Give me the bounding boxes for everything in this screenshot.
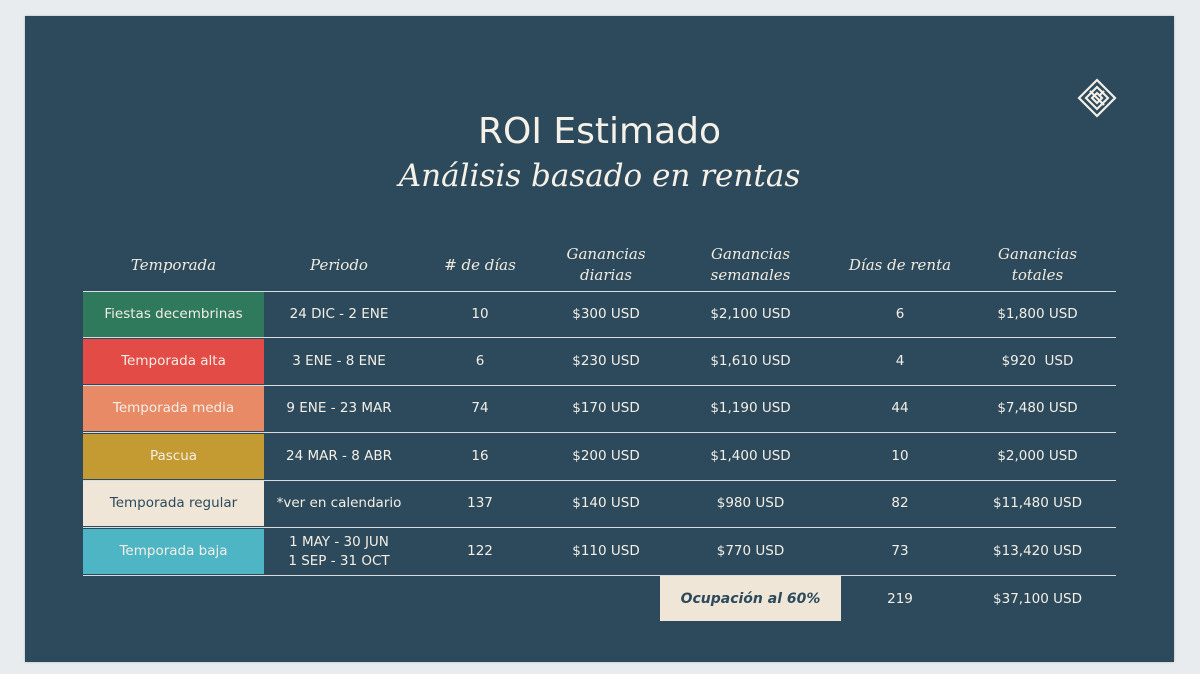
table-rule [83, 337, 1116, 338]
header-temporada: Temporada [130, 255, 217, 274]
period-line: 1 SEP - 31 OCT [288, 552, 390, 569]
period-cell: 24 DIC - 2 ENE [289, 306, 389, 322]
header-dias-renta: Días de renta [848, 255, 952, 274]
daily-cell: $300 USD [572, 306, 640, 322]
weekly-cell: $1,610 USD [710, 353, 791, 369]
header-ganancias-diarias: Ganancias diarias [566, 245, 646, 284]
days-cell: 16 [471, 448, 489, 464]
header-periodo: Periodo [310, 255, 368, 274]
weekly-cell: $770 USD [716, 543, 785, 559]
rent-days-cell: 6 [895, 306, 905, 322]
rent-days-cell: 4 [895, 353, 905, 369]
rent-days-cell: 73 [891, 543, 909, 559]
rent-days-cell: 44 [891, 400, 909, 416]
season-cell: Temporada media [83, 386, 264, 431]
table-row [83, 386, 1116, 431]
days-cell: 6 [475, 353, 485, 369]
daily-cell: $230 USD [572, 353, 640, 369]
total-cell: $1,800 USD [997, 306, 1078, 322]
table-row [83, 481, 1116, 526]
total-cell: $920 USD [1001, 353, 1074, 369]
season-cell: Pascua [83, 434, 264, 479]
period-cell: 3 ENE - 8 ENE [292, 353, 386, 369]
header-ganancias-semanales: Ganancias semanales [710, 245, 791, 284]
total-rent-days: 219 [887, 590, 913, 607]
rent-days-cell: 82 [891, 495, 909, 511]
days-cell: 122 [467, 543, 493, 559]
daily-cell: $170 USD [572, 400, 640, 416]
daily-cell: $110 USD [572, 543, 640, 559]
season-cell: Temporada baja [83, 529, 264, 574]
season-cell: Temporada regular [83, 481, 264, 526]
header-ganancias-totales: Ganancias totales [997, 245, 1078, 284]
period-cell: *ver en calendario [276, 495, 402, 511]
table-row [83, 339, 1116, 384]
total-cell: $2,000 USD [997, 448, 1078, 464]
days-cell: 137 [467, 495, 493, 511]
occupancy-label: Ocupación al 60% [660, 576, 841, 621]
season-cell: Temporada alta [83, 339, 264, 384]
weekly-cell: $980 USD [716, 495, 785, 511]
table-row [83, 434, 1116, 479]
days-cell: 10 [471, 306, 489, 322]
rent-days-cell: 10 [891, 448, 909, 464]
daily-cell: $200 USD [572, 448, 640, 464]
header-dias: # de días [444, 255, 516, 274]
table-rule [83, 527, 1116, 528]
season-cell: Fiestas decembrinas [83, 292, 264, 337]
grand-total: $37,100 USD [993, 590, 1082, 607]
days-cell: 74 [471, 400, 489, 416]
weekly-cell: $1,400 USD [710, 448, 791, 464]
period-cell [264, 529, 414, 574]
total-cell: $11,480 USD [993, 495, 1082, 511]
slide [25, 16, 1174, 662]
total-cell: $13,420 USD [993, 543, 1082, 559]
table-rule [83, 432, 1116, 433]
weekly-cell: $2,100 USD [710, 306, 791, 322]
daily-cell: $140 USD [572, 495, 640, 511]
slide-title: ROI Estimado [477, 111, 722, 152]
period-cell: 9 ENE - 23 MAR [286, 400, 392, 416]
slide-subtitle: Análisis basado en rentas [398, 158, 801, 194]
period-line: 1 MAY - 30 JUN [289, 533, 389, 550]
table-row [83, 292, 1116, 337]
total-cell: $7,480 USD [997, 400, 1078, 416]
table-row [83, 529, 1116, 574]
period-cell: 24 MAR - 8 ABR [286, 448, 392, 464]
weekly-cell: $1,190 USD [710, 400, 791, 416]
